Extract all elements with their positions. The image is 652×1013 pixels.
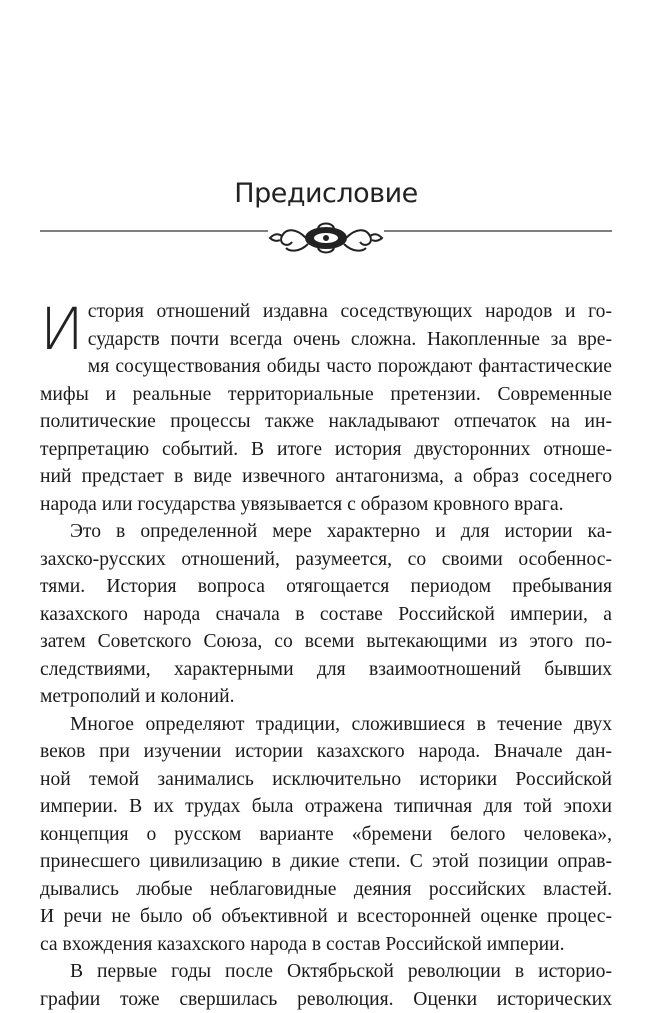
text-line: Это в определенной мере характерно и для истории ка- bbox=[40, 518, 612, 546]
text-line: концепция о русском варианте «бремени белого человека», bbox=[40, 821, 612, 849]
text-line: империи. В их трудах была отражена типичная для той эпохи bbox=[40, 793, 612, 821]
text-line: мя сосуществования обиды часто порождают фантастические bbox=[40, 353, 612, 381]
text-line: И речи не было об объективной и всесторонней оценке процес- bbox=[40, 903, 612, 931]
text-line: ной темой занимались исключительно историки Российской bbox=[40, 766, 612, 794]
drop-cap: И bbox=[40, 302, 84, 356]
ornamental-divider bbox=[40, 218, 612, 258]
text-line: захско-русских отношений, разумеется, со своими особеннос- bbox=[40, 546, 612, 574]
text-line: ний предстает в виде извечного антагонизма, а образ соседнего bbox=[40, 463, 612, 491]
text-line: мифы и реальные территориальные претензии. Современные bbox=[40, 381, 612, 409]
text-line: следствиями, характерными для взаимоотношений бывших bbox=[40, 656, 612, 684]
paragraph-1 bbox=[40, 298, 612, 518]
text-line: народа или государства увязывается с образом кровного врага. bbox=[40, 491, 612, 519]
paragraph-3 bbox=[40, 711, 612, 959]
text-line: терпретацию событий. В итоге история двусторонних отноше- bbox=[40, 436, 612, 464]
text-line: тями. История вопроса отягощается периодом пребывания bbox=[40, 573, 612, 601]
body-text bbox=[40, 298, 612, 1013]
text-line: дывались любые неблаговидные деяния российских властей. bbox=[40, 876, 612, 904]
text-line: веков при изучении истории казахского народа. Вначале дан- bbox=[40, 738, 612, 766]
page-title: Предисловие bbox=[0, 178, 652, 209]
text-line: са вхождения казахского народа в состав Российской империи. bbox=[40, 931, 612, 959]
text-line: казахского народа сначала в составе Российской империи, а bbox=[40, 601, 612, 629]
text-line: сударств почти всегда очень сложна. Накопленные за вре- bbox=[40, 326, 612, 354]
text-line: метрополий и колоний. bbox=[40, 683, 612, 711]
paragraph-2 bbox=[40, 518, 612, 711]
text-line: В первые годы после Октябрьской революции в историо- bbox=[40, 958, 612, 986]
ornamental-divider-icon bbox=[40, 218, 612, 258]
text-line: стория отношений издавна соседствующих народов и го- bbox=[40, 298, 612, 326]
text-line: Многое определяют традиции, сложившиеся в течение двух bbox=[40, 711, 612, 739]
text-line: графии тоже свершилась революция. Оценки исторических bbox=[40, 986, 612, 1013]
text-line: политические процессы также накладывают отпечаток на ин- bbox=[40, 408, 612, 436]
text-line: затем Советского Союза, со всеми вытекающими из этого по- bbox=[40, 628, 612, 656]
paragraph-4 bbox=[40, 958, 612, 1013]
text-line: принесшего цивилизацию в дикие степи. С этой позиции оправ- bbox=[40, 848, 612, 876]
